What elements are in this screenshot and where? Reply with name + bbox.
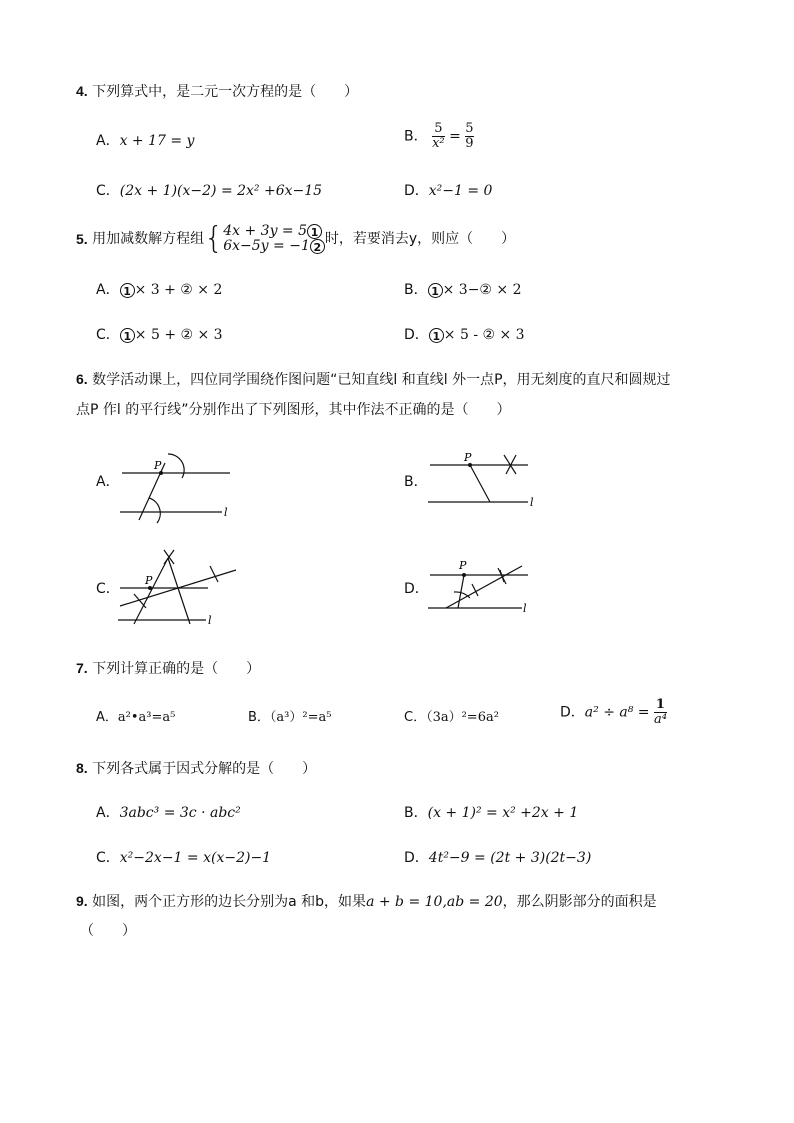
- option-expr: a²•a³=a⁵: [117, 710, 176, 725]
- option-label: C．: [96, 850, 120, 866]
- q6-figure-a: [112, 452, 242, 527]
- equation-system: 4x + 3y = 5 1 6x−5y = −1 2: [223, 224, 325, 254]
- line-l-label: l: [224, 506, 228, 519]
- option-expr: 3abc³ = 3c · abc²: [119, 805, 241, 821]
- q9-number: 9.: [76, 893, 88, 909]
- q9-answer-blank: （ ）: [80, 923, 136, 939]
- q6-text: 数学活动课上，四位同学围绕作图问题“已知直线l 和直线l 外一点P，用无刻度的直尺和圆规过: [92, 372, 671, 388]
- q6-text: 点P 作l 的平行线”分别作出了下列图形，其中作法不正确的是（ ）: [76, 402, 511, 418]
- fraction: $\frac{1}{\text{a⁴}}$: [653, 697, 667, 727]
- option-expr: a² ÷ a⁸ =: [584, 704, 650, 721]
- option-label: B．: [248, 710, 270, 725]
- q6-stem-line2: [76, 403, 510, 417]
- option-label: D．: [404, 183, 429, 199]
- q5-number: 5.: [76, 231, 88, 247]
- option-expr: (2x + 1)(x−2) = 2x² +6x−15: [119, 183, 323, 199]
- equation-2: 6x−5y = −1: [223, 238, 310, 254]
- q4-option-a[interactable]: [96, 134, 194, 148]
- point-p-label: P: [464, 451, 472, 464]
- line-l-label: l: [208, 614, 212, 627]
- q7-option-a[interactable]: [96, 711, 175, 724]
- option-label: B．: [404, 282, 428, 298]
- q6-option-b-label[interactable]: B．: [404, 474, 428, 490]
- q8-option-b[interactable]: [404, 806, 578, 820]
- q4-number: 4.: [76, 83, 88, 99]
- q6-option-c-label[interactable]: C．: [96, 581, 120, 597]
- q4-option-c[interactable]: [96, 184, 322, 198]
- point-p-label: P: [145, 574, 153, 587]
- fraction: $\frac{5}{9}$: [465, 121, 474, 151]
- option-expr: × 5 + ② × 3: [134, 327, 223, 343]
- q6-stem-line1: [76, 372, 671, 387]
- q4-option-d[interactable]: [404, 184, 492, 198]
- q8-text: 下列各式属于因式分解的是（ ）: [92, 761, 317, 777]
- option-expr: × 3 + ② × 2: [134, 282, 223, 298]
- option-expr: x²−2x−1 = x(x−2)−1: [119, 850, 272, 866]
- q8-number: 8.: [76, 760, 88, 776]
- q8-option-a[interactable]: [96, 806, 241, 820]
- option-label: C．: [96, 183, 120, 199]
- option-expr: x + 17 = y: [119, 133, 195, 149]
- q5-text-post: 时，若要消去y，则应（ ）: [324, 231, 516, 247]
- q6-figure-c: [112, 544, 242, 629]
- q5-option-c[interactable]: C． 1 × 5 + ② × 3: [96, 327, 223, 343]
- option-label: A．: [96, 805, 120, 821]
- point-p-label: P: [459, 559, 467, 572]
- q4-stem: [76, 84, 358, 99]
- option-label: C．: [96, 327, 120, 343]
- q5-option-a[interactable]: A． 1 × 3 + ② × 2: [96, 282, 223, 298]
- option-expr: × 3−② × 2: [442, 282, 522, 298]
- fraction: $\frac{5}{\text{x²}}$: [432, 121, 445, 151]
- q6-option-a-label[interactable]: A．: [96, 474, 120, 490]
- q7-stem: [76, 661, 260, 676]
- q6-number: 6.: [76, 371, 88, 387]
- option-expr: 4t²−9 = (2t + 3)(2t−3): [428, 850, 592, 866]
- equation-brace: {: [204, 221, 224, 256]
- line-l-label: l: [530, 496, 534, 509]
- q8-option-d[interactable]: [404, 851, 591, 865]
- point-p-label: P: [154, 459, 162, 472]
- q4-option-b[interactable]: [404, 122, 474, 151]
- option-label: D．: [560, 704, 585, 721]
- q8-stem: [76, 761, 316, 776]
- option-label: B．: [404, 805, 428, 821]
- q6-figure-d: [424, 556, 549, 621]
- q7-option-d[interactable]: [560, 698, 667, 727]
- q4-text: 下列算式中，是二元一次方程的是（ ）: [92, 84, 359, 100]
- q7-number: 7.: [76, 660, 88, 676]
- q9-math: a + b = 10,ab = 20: [366, 894, 503, 910]
- q5-option-b[interactable]: B． 1 × 3−② × 2: [404, 282, 522, 298]
- q7-option-b[interactable]: [248, 711, 331, 724]
- option-expr: × 5 - ② × 3: [443, 327, 525, 343]
- option-label: A．: [96, 282, 120, 298]
- q7-text: 下列计算正确的是（ ）: [92, 661, 261, 677]
- option-expr: x²−1 = 0: [428, 183, 493, 199]
- q9-text-post: ，那么阴影部分的面积是: [502, 894, 657, 910]
- q9-text: 如图，两个正方形的边长分别为a 和b，如果: [92, 894, 367, 910]
- q6-figure-b: [424, 450, 544, 515]
- option-label: A．: [96, 710, 118, 725]
- equals: =: [449, 128, 461, 145]
- equation-1: 4x + 3y = 5: [223, 223, 308, 239]
- q9-stem-line2: [80, 924, 136, 938]
- q9-stem-line1: [76, 894, 657, 909]
- option-expr: (x + 1)² = x² +2x + 1: [427, 805, 579, 821]
- option-expr: （3a）²=6a²: [426, 710, 499, 725]
- option-label: B．: [404, 128, 428, 145]
- option-label: D．: [404, 850, 429, 866]
- q5-text: 用加减数解方程组: [92, 231, 205, 247]
- line-l-label: l: [523, 602, 527, 615]
- q7-option-c[interactable]: [404, 711, 499, 724]
- q8-option-c[interactable]: [96, 851, 271, 865]
- option-label: D．: [404, 327, 429, 343]
- option-expr: （a³）²=a⁵: [269, 710, 332, 725]
- option-label: C．: [404, 710, 427, 725]
- option-label: A．: [96, 133, 120, 149]
- q6-option-d-label[interactable]: D．: [404, 581, 429, 597]
- q5-option-d[interactable]: D． 1 × 5 - ② × 3: [404, 327, 525, 343]
- q5-stem: [76, 221, 516, 256]
